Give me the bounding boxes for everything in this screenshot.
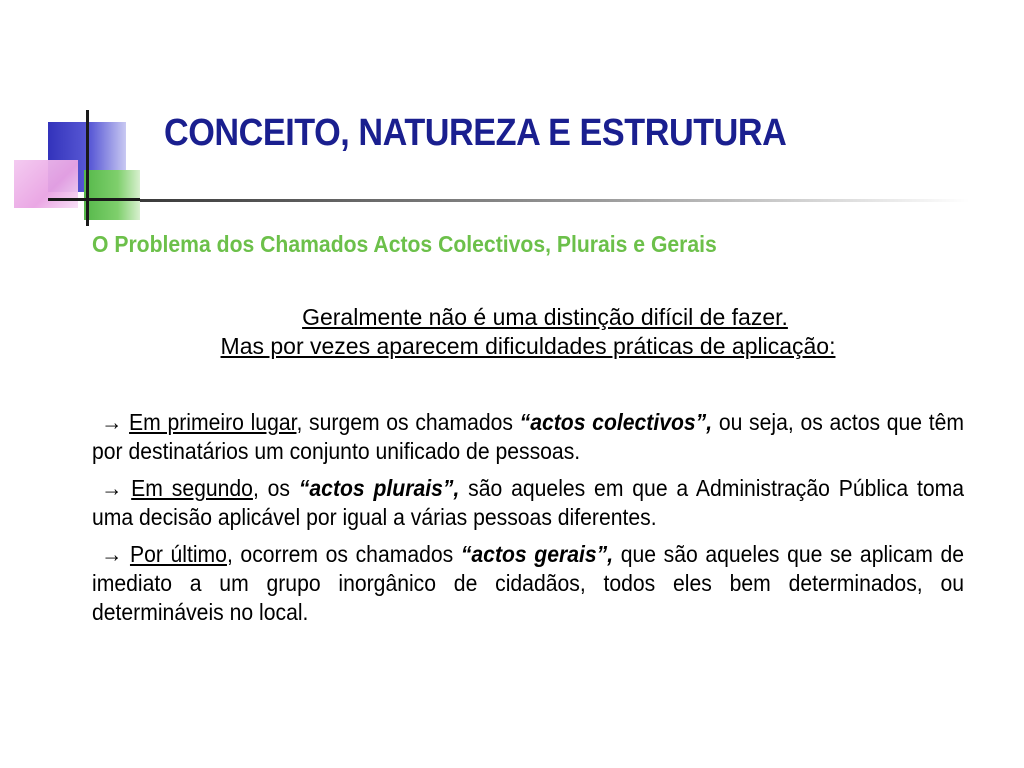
- paragraph-collective-acts: [92, 408, 964, 466]
- logo-vertical-line: [86, 110, 89, 226]
- slide-body: [92, 303, 964, 635]
- paragraph-text: , ocorrem os chamados: [226, 541, 461, 567]
- paragraph-text: ou seja, os actos que têm por destinatários um conjunto unificado de pessoas.: [92, 409, 965, 464]
- paragraph-term: “actos plurais”,: [298, 475, 460, 501]
- paragraph-general-acts: [92, 540, 964, 627]
- intro-line-2: Mas por vezes aparecem dificuldades práticas de aplicação:: [220, 333, 836, 359]
- intro-line-1: Geralmente não é uma distinção difícil de fazer.: [302, 304, 788, 330]
- paragraph-plural-acts: [92, 474, 964, 532]
- paragraph-text: são aqueles em que a Administração Pública toma uma decisão aplicável por igual a várias pessoas diferentes.: [92, 475, 965, 530]
- title-divider: [140, 199, 970, 202]
- paragraph-lead: Em primeiro lugar: [129, 409, 297, 435]
- paragraph-term: “actos colectivos”,: [519, 409, 713, 435]
- logo-horizontal-line: [48, 198, 140, 201]
- paragraph-text: , surgem os chamados: [296, 409, 520, 435]
- paragraph-text: que são aqueles que se aplicam de imediato a um grupo inorgânico de cidadãos, todos eles bem determinados, ou determináveis no local.: [92, 541, 964, 625]
- paragraph-lead: Em segundo: [131, 475, 253, 501]
- arrow-icon: →: [101, 475, 123, 501]
- arrow-icon: →: [101, 409, 123, 435]
- paragraph-lead: Por último: [129, 541, 227, 567]
- slide-subtitle: O Problema dos Chamados Actos Colectivos, Plurais e Gerais: [92, 231, 717, 257]
- paragraph-text: , os: [252, 475, 299, 501]
- paragraph-term: “actos gerais”,: [460, 541, 614, 567]
- arrow-icon: →: [101, 541, 123, 567]
- slide-logo: [0, 0, 140, 230]
- slide-title: CONCEITO, NATUREZA E ESTRUTURA: [164, 112, 787, 154]
- logo-green-square: [84, 170, 140, 220]
